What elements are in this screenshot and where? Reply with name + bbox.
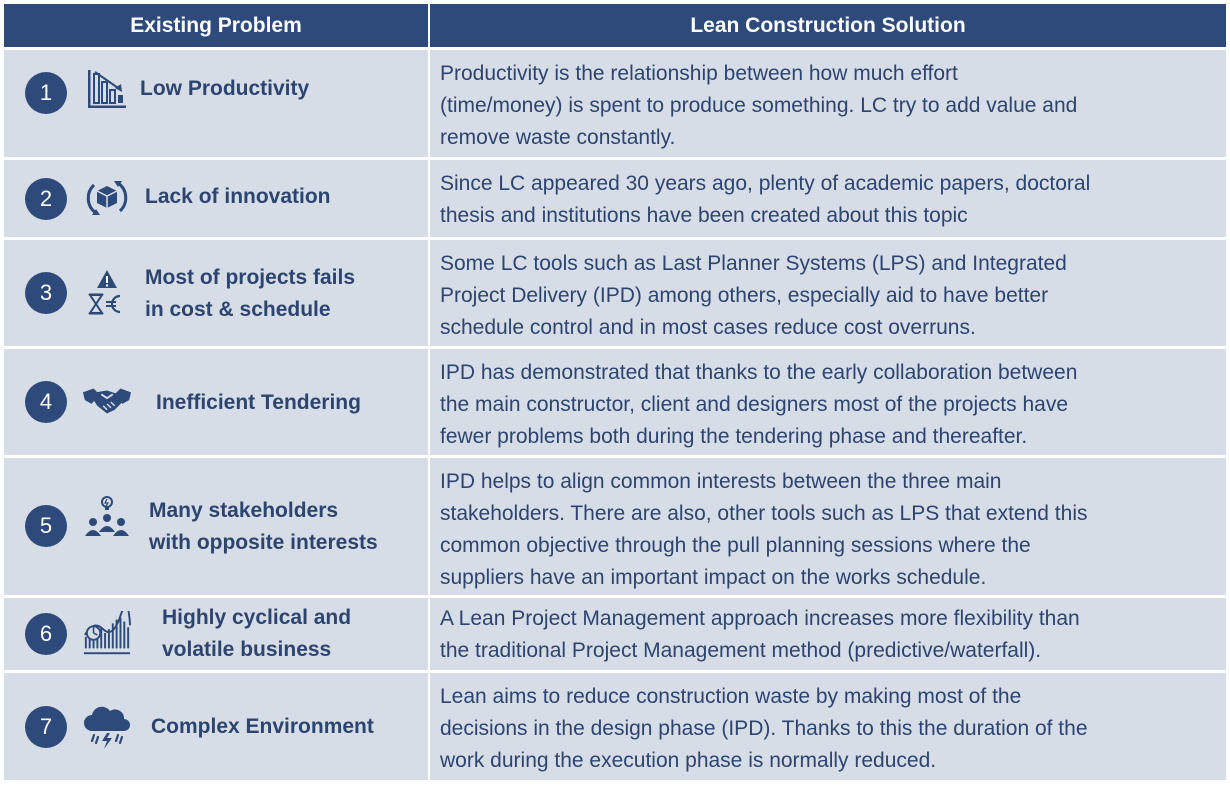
problem-label: Highly cyclical and volatile business xyxy=(162,606,352,661)
problem-label: Lack of innovation xyxy=(145,185,331,208)
problem-cell xyxy=(4,50,428,157)
problem-cell xyxy=(4,673,428,780)
table-row xyxy=(4,673,1226,780)
row-number-badge: 1 xyxy=(25,72,67,114)
solution-cell: A Lean Project Management approach increases more flexibility than the traditional Project Management method (predictive/waterfall). xyxy=(430,598,1226,670)
solution-cell: Lean aims to reduce construction waste by making most of the decisions in the design phase (IPD). Thanks to this the duration of the work during the execution phase is normally reduced. xyxy=(430,673,1226,780)
people-idea-icon xyxy=(82,494,132,544)
row-number-badge: 6 xyxy=(25,613,67,655)
problem-label: Inefficient Tendering xyxy=(156,391,361,414)
handshake-icon xyxy=(82,377,132,427)
problem-label: Many stakeholders with opposite interests xyxy=(149,499,378,554)
solution-cell: Productivity is the relationship between how much effort (time/money) is spent to produce something. LC try to add value and remove waste constantly. xyxy=(430,50,1226,157)
table-row xyxy=(4,349,1226,455)
cycle-cube-icon xyxy=(82,173,132,223)
row-number-badge: 5 xyxy=(25,505,67,547)
solution-cell: Since LC appeared 30 years ago, plenty of academic papers, doctoral thesis and institutions have been created about this topic xyxy=(430,160,1226,237)
problem-cell xyxy=(4,160,428,237)
problem-cell xyxy=(4,598,428,670)
table-row xyxy=(4,160,1226,237)
problem-label: Most of projects fails in cost & schedule xyxy=(145,266,356,321)
storm-cloud-icon xyxy=(82,702,132,752)
table-row xyxy=(4,50,1226,157)
comparison-table xyxy=(4,4,1226,780)
solution-cell: IPD helps to align common interests between the three main stakeholders. There are also, other tools such as LPS that extend this common objective through the pull planning sessions where the suppliers have an important impact on the works schedule. xyxy=(430,458,1226,595)
row-number-badge: 2 xyxy=(25,178,67,220)
row-number-badge: 7 xyxy=(25,706,67,748)
table-row xyxy=(4,240,1226,346)
row-number-badge: 3 xyxy=(25,272,67,314)
table-header xyxy=(4,4,1226,47)
problem-cell xyxy=(4,458,428,595)
solution-cell: Some LC tools such as Last Planner Systems (LPS) and Integrated Project Delivery (IPD) among others, especially aid to have better schedule control and in most cases reduce cost overruns. xyxy=(430,240,1226,346)
warning-hourglass-euro-icon xyxy=(82,268,132,318)
problem-cell xyxy=(4,349,428,455)
header-lean-solution: Lean Construction Solution xyxy=(430,4,1226,47)
problem-label: Complex Environment xyxy=(151,715,374,738)
bar-chart-down-icon xyxy=(82,64,132,114)
header-existing-problem: Existing Problem xyxy=(4,4,428,47)
problem-label: Low Productivity xyxy=(140,77,310,100)
table-row xyxy=(4,598,1226,670)
solution-cell: IPD has demonstrated that thanks to the early collaboration between the main constructor, client and designers most of the projects have fewer problems both during the tendering phase and thereafter. xyxy=(430,349,1226,455)
problem-cell xyxy=(4,240,428,346)
table-row xyxy=(4,458,1226,595)
row-number-badge: 4 xyxy=(25,381,67,423)
cyclical-chart-icon xyxy=(82,609,132,659)
